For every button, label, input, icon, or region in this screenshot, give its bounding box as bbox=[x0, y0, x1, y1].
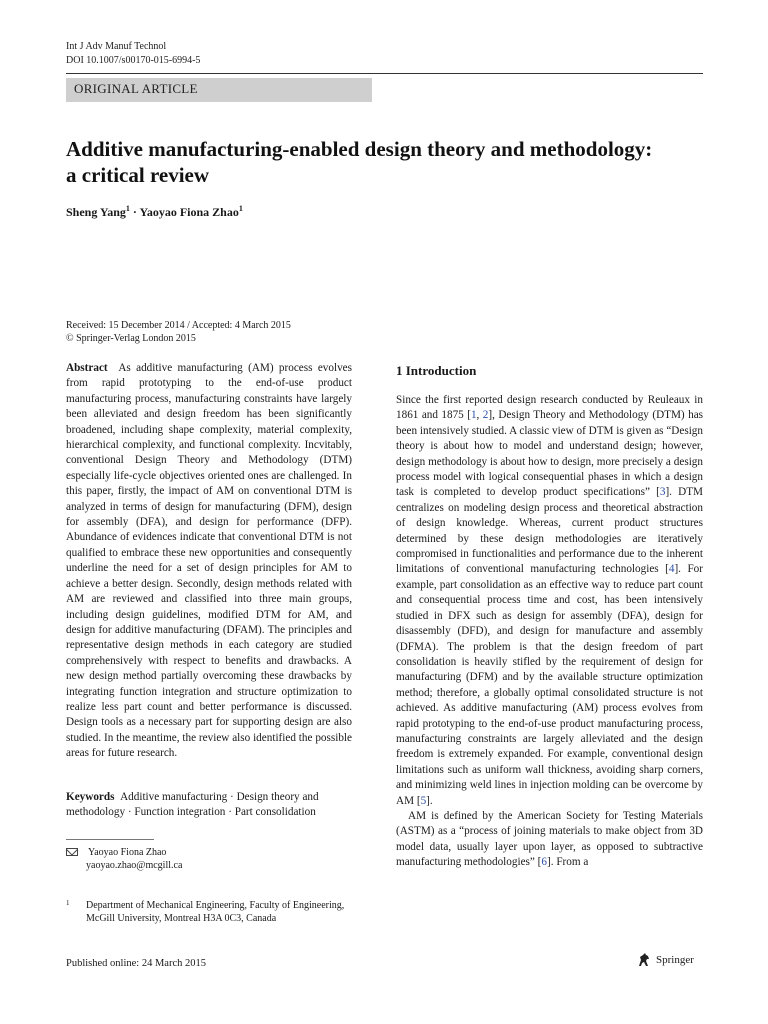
affiliation-marker: 1 bbox=[125, 204, 130, 213]
keywords-block bbox=[66, 790, 352, 821]
received-accepted: Received: 15 December 2014 / Accepted: 4 March 2015 bbox=[66, 320, 291, 331]
author-separator: · bbox=[129, 205, 140, 219]
doi[interactable]: DOI 10.1007/s00170-015-6994-5 bbox=[66, 55, 201, 66]
journal-name: Int J Adv Manuf Technol bbox=[66, 41, 167, 52]
citation-link[interactable]: 4 bbox=[668, 563, 675, 576]
citation-link[interactable]: 1 bbox=[470, 409, 477, 422]
title-line-1: Additive manufacturing-enabled design theory and methodology: bbox=[66, 137, 653, 161]
corresponding-email[interactable]: yaoyao.zhao@mcgill.ca bbox=[86, 860, 183, 871]
corresponding-name: Yaoyao Fiona Zhao bbox=[88, 847, 167, 858]
author-list bbox=[66, 204, 243, 220]
keywords-text: Additive manufacturing · Design theory and methodology · Function integration · Part consolidation bbox=[66, 791, 319, 819]
introduction-column bbox=[396, 361, 703, 871]
envelope-icon bbox=[66, 848, 78, 856]
author-name[interactable]: Yaoyao Fiona Zhao bbox=[139, 205, 239, 219]
title-line-2: a critical review bbox=[66, 163, 210, 187]
copyright-line: © Springer-Verlag London 2015 bbox=[66, 333, 196, 344]
article-type-banner: ORIGINAL ARTICLE bbox=[66, 78, 372, 102]
published-online: Published online: 24 March 2015 bbox=[66, 958, 206, 969]
publication-dates bbox=[66, 319, 291, 345]
springer-horse-icon bbox=[636, 952, 652, 968]
header-rule bbox=[66, 73, 703, 74]
affiliation-marker: 1 bbox=[238, 204, 243, 213]
citation-link[interactable]: 3 bbox=[659, 486, 666, 499]
publisher-logo bbox=[636, 952, 694, 968]
affiliation-line-1: Department of Mechanical Engineering, Faculty of Engineering, bbox=[86, 900, 345, 911]
journal-header bbox=[66, 40, 200, 68]
author-name[interactable]: Sheng Yang bbox=[66, 205, 126, 219]
section-heading: 1 Introduction bbox=[396, 363, 477, 378]
citation-link[interactable]: 2 bbox=[482, 409, 489, 422]
abstract bbox=[66, 361, 352, 762]
affiliation-line-2: McGill University, Montreal H3A 0C3, Canada bbox=[86, 913, 277, 924]
intro-paragraph-2: AM is defined by the American Society for Testing Materials (ASTM) as a “process of joining materials to make object from 3D model data, usually layer upon layer, as opposed to subtractive manufacturing methodologies” [6]. From a bbox=[396, 809, 703, 869]
affiliation bbox=[66, 899, 366, 925]
abstract-label: Abstract bbox=[66, 362, 108, 374]
abstract-column bbox=[66, 361, 352, 762]
citation-link[interactable]: 5 bbox=[420, 794, 427, 807]
citation-link[interactable]: 6 bbox=[541, 856, 547, 869]
intro-paragraph-1: Since the first reported design research conducted by Reuleaux in 1861 and 1875 [1, 2], Design Theory and Methodology (DTM) has been intensively studied. A classic view of DTM is given as “Design theory is about how to model and understand design; however, design methodology is about how to design, more precisely a design process model with logical consequential phases in which a design task is completed to develop product specifications” [3]. DTM centralizes on modeling design process and theoretical abstraction of design knowledge. Whereas, current product structures determined by these design methodologies are iteratively compromised in functionalities and performance due to the inherent limitations of conventional manufacturing technologies [4]. For example, part consolidation as an effective way to reduce part count and consequential process time and cost, has been intensively studied in DFX such as design for assembly (DFA), design for disassembly (DFD), and design for manufacture and assembly (DFMA). The problem is that the design freedom of part consolidation is heavily stifled by the requirement of design for manufacturing (DFM) and by the available structure optimization method; therefore, a globally optimal consolidated structure is not achieved. As additive manufacturing (AM) process evolves from rapid prototyping to the end-of-use product manufacturing process, manufacturing constraints are largely alleviated and the design freedom is extremely expanded. For example, conventional design limitations such as uniform wall thickness, avoiding sharp corners, and minimizing weld lines in injection molding can be overcome by AM [5]. bbox=[396, 394, 704, 807]
corresponding-author bbox=[66, 846, 182, 872]
paper-title bbox=[66, 136, 706, 188]
keywords-label: Keywords bbox=[66, 791, 115, 803]
abstract-text: As additive manufacturing (AM) process evolves from rapid prototyping to the end-of-use product manufacturing process, manufacturing constraints have largely been alleviated and design freedom has been significantly broadened, including shape complexity, material complexity, hierarchical complexity, and functional complexity. Incvitably, conventional Design Theory and Methodology (DTM) especially life-cycle objectives oriented ones are challenged. In this paper, firstly, the impact of AM on conventional DTM is analyzed in terms of design for manufacturing (DFM), design for assembly (DFA), and design for performance (DFP). Abundance of evidences indicate that conventional DTM is not qualified to embrace these new opportunities and consequently underline the need for a set of design principles for AM to achieve a better design. Secondly, design methods related with AM are reviewed and classified into three main groups, including design guidelines, modified DTM for AM, and design for additive manufacturing (DFAM). The principles and representative design methods in each category are studied comprehensively with respect to benefits and drawbacks. A new design method partially overcoming these drawbacks by integrating function integration and structure optimization to realize less part count and better performance is discussed. Design tools as a necessary part for supporting design are also studied. In the meantime, the review also identified the possible areas for future research. bbox=[66, 362, 352, 760]
affiliation-number: 1 bbox=[66, 899, 70, 907]
footnote-rule bbox=[66, 839, 154, 840]
publisher-name: Springer bbox=[656, 954, 694, 966]
